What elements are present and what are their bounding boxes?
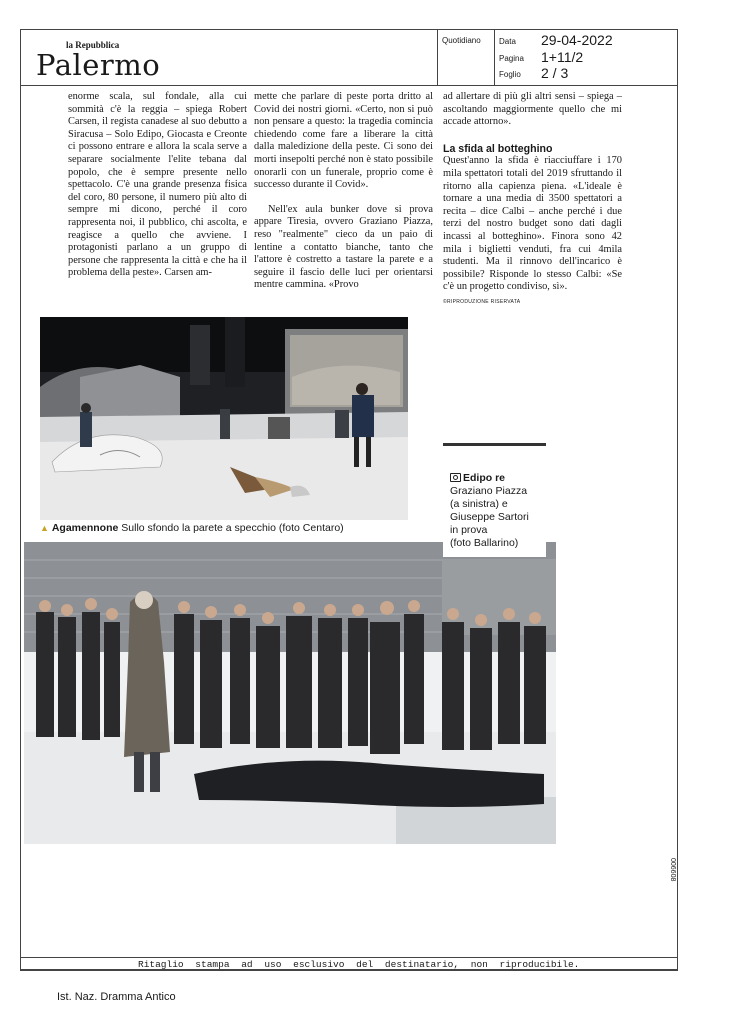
section-subhead: La sfida al botteghino <box>443 142 553 155</box>
article-column-2 <box>254 91 433 292</box>
newspaper-brand: la Repubblica <box>66 40 120 50</box>
date-value: 29-04-2022 <box>541 32 613 48</box>
caption-line: Graziano Piazza <box>450 485 528 497</box>
sheet-label: Foglio <box>499 70 521 79</box>
caption-title: Edipo re <box>463 472 506 484</box>
article-column-3 <box>443 91 622 309</box>
triangle-marker-icon: ▲ <box>40 523 49 533</box>
reproduction-notice: Ritaglio stampa ad uso esclusivo del destinatario, non riproducibile. <box>138 959 580 970</box>
caption-title: Agamennone <box>51 522 119 534</box>
caption-line: (foto Ballarino) <box>450 537 519 549</box>
edition-title: Palermo <box>36 48 161 82</box>
source-label: Ist. Naz. Dramma Antico <box>57 991 176 1003</box>
publication-type: Quotidiano <box>442 36 481 45</box>
caption-line: in prova <box>450 524 488 536</box>
date-label: Data <box>499 37 516 46</box>
sheet-value: 2 / 3 <box>541 65 569 81</box>
article-column-1 <box>68 91 247 280</box>
article-paragraph: enorme scala, sul fondale, alla cui sommità c'è la reggia – spiega Robert Carsen, il regista canadese al suo debutto a Siracusa – Solo Edipo, Giocasta e Creonte ci possono entrare e allora la scala serve a separare socialmente l'elite tebana dal popolo, che è sempre presente nello spettacolo. C'è una grande presenza fisica del coro, 80 persone, il numero più alto di sempre mi dicono, perché il coro rappresenta noi, il pubblico, chi ascolta, e reagisce a quello che avviene. I protagonisti parlano a un gruppo di persone che rappresenta la città e che ha il problema della peste». Carsen am- <box>68 91 247 279</box>
caption-line: Giuseppe Sartori <box>450 511 529 523</box>
photo-caption-agamennone <box>40 522 344 534</box>
camera-icon <box>450 473 461 482</box>
article-paragraph: ad allertare di più gli altri sensi – spiega – ascoltando maggiormente quello che mi accade attorno». <box>443 91 622 128</box>
copyright-notice: ©RIPRODUZIONE RISERVATA <box>443 298 521 305</box>
page-label: Pagina <box>499 54 524 63</box>
article-paragraph: Quest'anno la sfida è riacciuffare i 170 mila spettatori totali del 2019 sfruttando il ritorno alla capienza piena. «L'ideale è tornare a una media di 3500 spettatori a recita – dice Calbi – anche perché i due terzi del nostro budget sono dati dagli incassi al botteghino». Finora sono 42 mila i biglietti venduti, fra cui 4mila studenti. Ma il rinnovo dell'incarico è possibile? Risponde lo stesso Calbi: «Se c'è un progetto condiviso, sì». <box>443 155 622 293</box>
rehearsal-photo-edipo-re <box>24 542 556 844</box>
caption-text: Sullo sfondo la parete a specchio (foto Centaro) <box>118 522 344 534</box>
page-value: 1+11/2 <box>541 49 584 65</box>
article-paragraph: mette che parlare di peste porta dritto al Covid dei nostri giorni. «Certo, non si può non pensare a questo: la tragedia comincia chiedendo come fare a liberare la città dalla maledizione della peste. Ci sono dei morti insepolti perché non è stato possibile onorarli con un funerale, proprio come è successo durante il Covid». <box>254 91 433 191</box>
stage-photo-agamennone <box>40 317 408 520</box>
clipping-code: 006608 <box>669 858 676 882</box>
caption-line: (a sinistra) e <box>450 498 508 510</box>
article-paragraph: Nell'ex aula bunker dove si prova appare Tiresia, ovvero Graziano Piazza, reso "realmente" cieco da un paio di lentine a contatto bianche, tanto che l'attore è costretto a tastare la parete e a seguire il fascio delle luci per orientarsi mentre cammina. «Provo <box>254 203 433 291</box>
photo-caption-edipo-re <box>443 443 546 557</box>
